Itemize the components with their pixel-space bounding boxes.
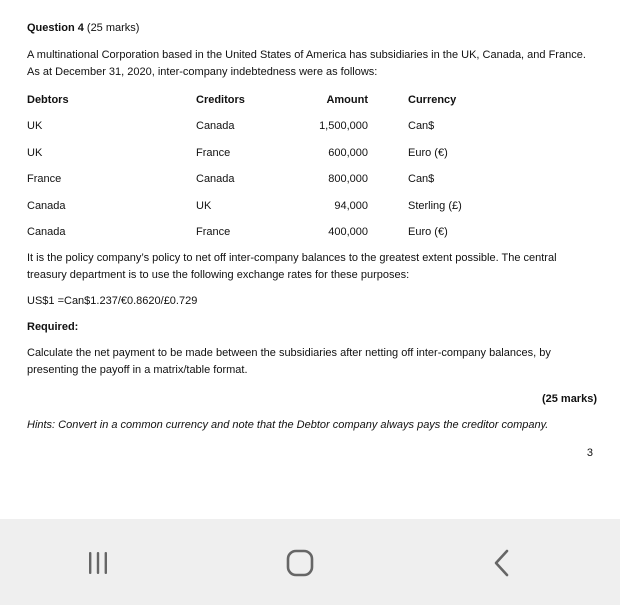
question-marks: (25 marks) xyxy=(86,22,140,34)
header-currency: Currency xyxy=(408,93,457,106)
home-button[interactable] xyxy=(280,543,320,583)
table-header-row xyxy=(27,87,472,114)
cell-currency: Euro (€) xyxy=(408,146,448,159)
cell-amount: 94,000 xyxy=(334,199,368,212)
cell-debtor: Canada xyxy=(27,226,66,239)
android-navigation-bar xyxy=(0,519,620,605)
cell-amount: 600,000 xyxy=(328,146,368,159)
cell-creditor: UK xyxy=(196,199,212,212)
task-paragraph: Calculate the net payment to be made between the subsidiaries after netting off inter-company balances, by presenting the payoff in a matrix/table format. xyxy=(27,347,551,376)
policy-paragraph: It is the policy company’s policy to net off inter-company balances to the greatest extent possible. The central treasury department is to use the following exchange rates for these purposes: xyxy=(27,252,557,281)
hints-paragraph: Hints: Convert in a common currency and note that the Debtor company always pays the creditor company. xyxy=(27,419,549,431)
question-label: Question 4 xyxy=(27,22,84,34)
cell-creditor: Canada xyxy=(196,173,235,186)
cell-amount: 800,000 xyxy=(328,173,368,186)
recents-icon xyxy=(83,550,113,576)
cell-debtor: France xyxy=(27,173,62,186)
marks-note: (25 marks) xyxy=(541,393,597,405)
table-row xyxy=(27,167,472,194)
recents-button[interactable] xyxy=(78,543,118,583)
exchange-rates: US$1 =Can$1.237/€0.8620/£0.729 xyxy=(27,295,198,307)
home-icon xyxy=(284,548,316,578)
cell-creditor: France xyxy=(196,226,231,239)
header-amount: Amount xyxy=(326,93,368,106)
table-row xyxy=(27,140,472,167)
table-row xyxy=(27,114,472,141)
header-debtors: Debtors xyxy=(27,93,69,106)
document-page xyxy=(27,20,597,462)
required-label: Required: xyxy=(27,321,79,333)
cell-amount: 400,000 xyxy=(328,226,368,239)
cell-debtor: UK xyxy=(27,120,43,133)
cell-currency: Euro (€) xyxy=(408,226,448,239)
back-icon xyxy=(489,548,515,578)
question-heading xyxy=(27,20,597,37)
cell-debtor: Canada xyxy=(27,199,66,212)
cell-currency: Can$ xyxy=(408,173,435,186)
indebtedness-table xyxy=(27,87,472,246)
back-button[interactable] xyxy=(482,543,522,583)
cell-currency: Sterling (£) xyxy=(408,199,462,212)
cell-amount: 1,500,000 xyxy=(319,120,368,133)
table-row xyxy=(27,193,472,220)
cell-currency: Can$ xyxy=(408,120,435,133)
table-row xyxy=(27,220,472,247)
cell-creditor: Canada xyxy=(196,120,235,133)
cell-creditor: France xyxy=(196,146,231,159)
cell-debtor: UK xyxy=(27,146,43,159)
header-creditors: Creditors xyxy=(196,93,245,106)
intro-paragraph: A multinational Corporation based in the United States of America has subsidiaries in the UK, Canada, and France. As at December 31, 2020, inter-company indebtedness were as follows: xyxy=(27,49,586,78)
page-number: 3 xyxy=(586,447,593,459)
